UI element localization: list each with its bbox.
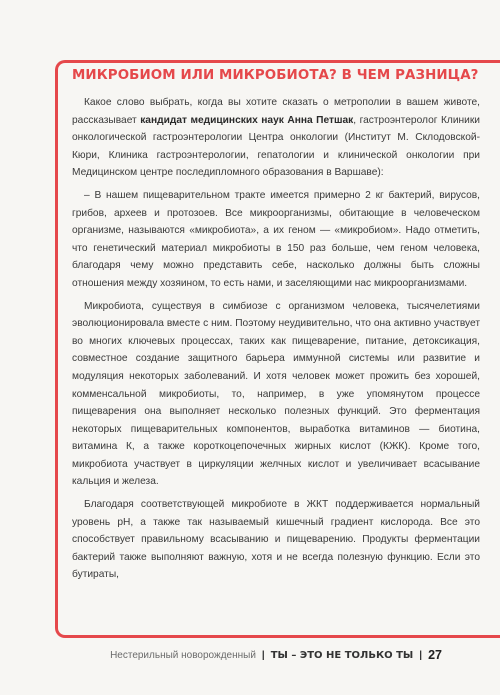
footer-book-title: Нестерильный новорожденный xyxy=(110,649,256,661)
footer-separator: | xyxy=(419,649,423,661)
intro-text-end: , гастроэнтеролог Клиники онкологической гастроэнтерологии Центра онкологии (Институт М. Склодовской-Кюри, Клиника гастроэнтерологии, гепатологии и клинической онкологии при Медицинском центре последипломного образования в Варшаве): xyxy=(72,114,480,179)
page-number: 27 xyxy=(428,648,442,662)
expert-name: кандидат медицинских наук Анна Петшак xyxy=(140,114,354,126)
intro-text-start: Какое слово выбрать, когда вы хотите сказать о метрополии в вашем животе, рассказывает xyxy=(72,97,480,126)
running-footer xyxy=(100,648,442,662)
paragraph-quote-2: Микробиота, существуя в симбиозе с организмом человека, тысячелетиями эволюционировала вместе с ним. Поэтому неудивительно, что она активно участвует во многих ключевых процессах, таких как пищеварение, питание, детоксикация, совместное создание защитного барьера иммунной системы или развитие и модуляция некоторых заболеваний. И хотя человек может прожить без хорошей, комменсальной микробиоты, то, например, в уже упомянутом процессе пищеварения она выполняет несколько полезных функций. Это ферментация некоторых пищеварительных компонентов, выработка витаминов — биотина, витамина К, а также короткоцепочечных жирных кислот (КЖК). Кроме того, микробиота участвует в циркуляции желчных кислот и увеличивает всасывание кальция и железа. xyxy=(72,300,480,488)
paragraph-quote-1: – В нашем пищеварительном тракте имеется примерно 2 кг бактерий, вирусов, грибов, археев и протозоев. Все микроорганизмы, обитающие в человеческом организме, называются «микробиота», а их геном — «микробиом». Надо отметить, что генетический материал микробиоты в 150 раз больше, чем геном человека, благодаря чему можно представить себе, насколько должны быть сложны отношения между хозяином, то есть нами, и заселяющими нас микроорганизмами. xyxy=(72,189,480,289)
paragraph-quote-3: Благодаря соответствующей микробиоте в ЖКТ поддерживается нормальный уровень pH, а также так называемый кишечный градиент кислорода. Все это способствует правильному всасыванию и пищеварению. Продукты ферментации бактерий также выполняют важную, хотя и не всегда полезную функцию. Если это бутираты, xyxy=(72,499,480,581)
footer-chapter-title: ТЫ – ЭТО НЕ ТОЛЬКО ТЫ xyxy=(270,649,414,661)
paragraph-intro xyxy=(72,94,480,182)
box-title: МИКРОБИОМ ИЛИ МИКРОБИОТА? В ЧЕМ РАЗНИЦА? xyxy=(72,68,479,83)
footer-separator: | xyxy=(261,649,265,661)
box-body xyxy=(72,94,480,589)
